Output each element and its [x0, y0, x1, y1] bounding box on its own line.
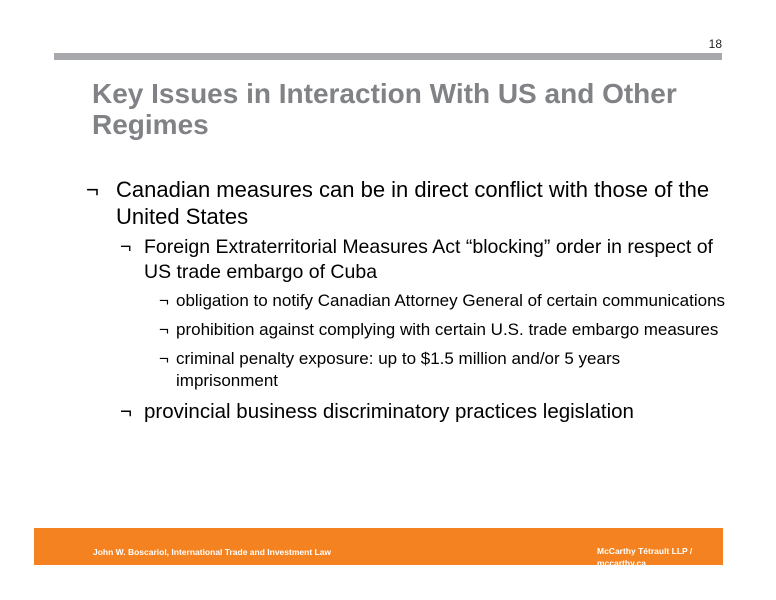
- sub-bullet-item: [86, 235, 726, 285]
- sub-sub-bullet-item: [86, 319, 726, 341]
- footer-firm: McCarthy Tétrault LLP / mccarthy.ca: [597, 546, 693, 568]
- bullet-marker: ¬: [86, 177, 99, 202]
- bullet-text: Foreign Extraterritorial Measures Act “blocking” order in respect of US trade embargo of Cuba: [144, 236, 713, 283]
- bullet-text: Canadian measures can be in direct conflict with those of the United States: [116, 177, 710, 229]
- bullet-marker: ¬: [159, 291, 169, 310]
- bullet-text: obligation to notify Canadian Attorney General of certain communications: [176, 291, 726, 310]
- bullet-text: prohibition against complying with certain U.S. trade embargo measures: [176, 320, 719, 339]
- slide-title: Key Issues in Interaction With US and Other Regimes: [92, 78, 677, 140]
- sub-sub-bullet-item: [86, 348, 726, 392]
- footer-bar: [34, 528, 723, 568]
- sub-sub-bullet-item: [86, 290, 726, 312]
- bullet-marker: ¬: [120, 236, 132, 258]
- bullet-marker: ¬: [159, 349, 169, 368]
- bullet-marker: ¬: [120, 400, 132, 423]
- sub-bullet-item: [86, 399, 726, 424]
- bullet-list: [86, 176, 726, 429]
- page-number: 18: [708, 37, 722, 51]
- bullet-item: [86, 176, 726, 230]
- top-divider: [54, 53, 722, 60]
- footer-presenter: John W. Boscariol, International Trade and Investment Law: [93, 547, 332, 557]
- bullet-text: provincial business discriminatory practices legislation: [144, 400, 634, 423]
- bullet-text: criminal penalty exposure: up to $1.5 million and/or 5 years imprisonment: [176, 349, 621, 390]
- bullet-marker: ¬: [159, 320, 169, 339]
